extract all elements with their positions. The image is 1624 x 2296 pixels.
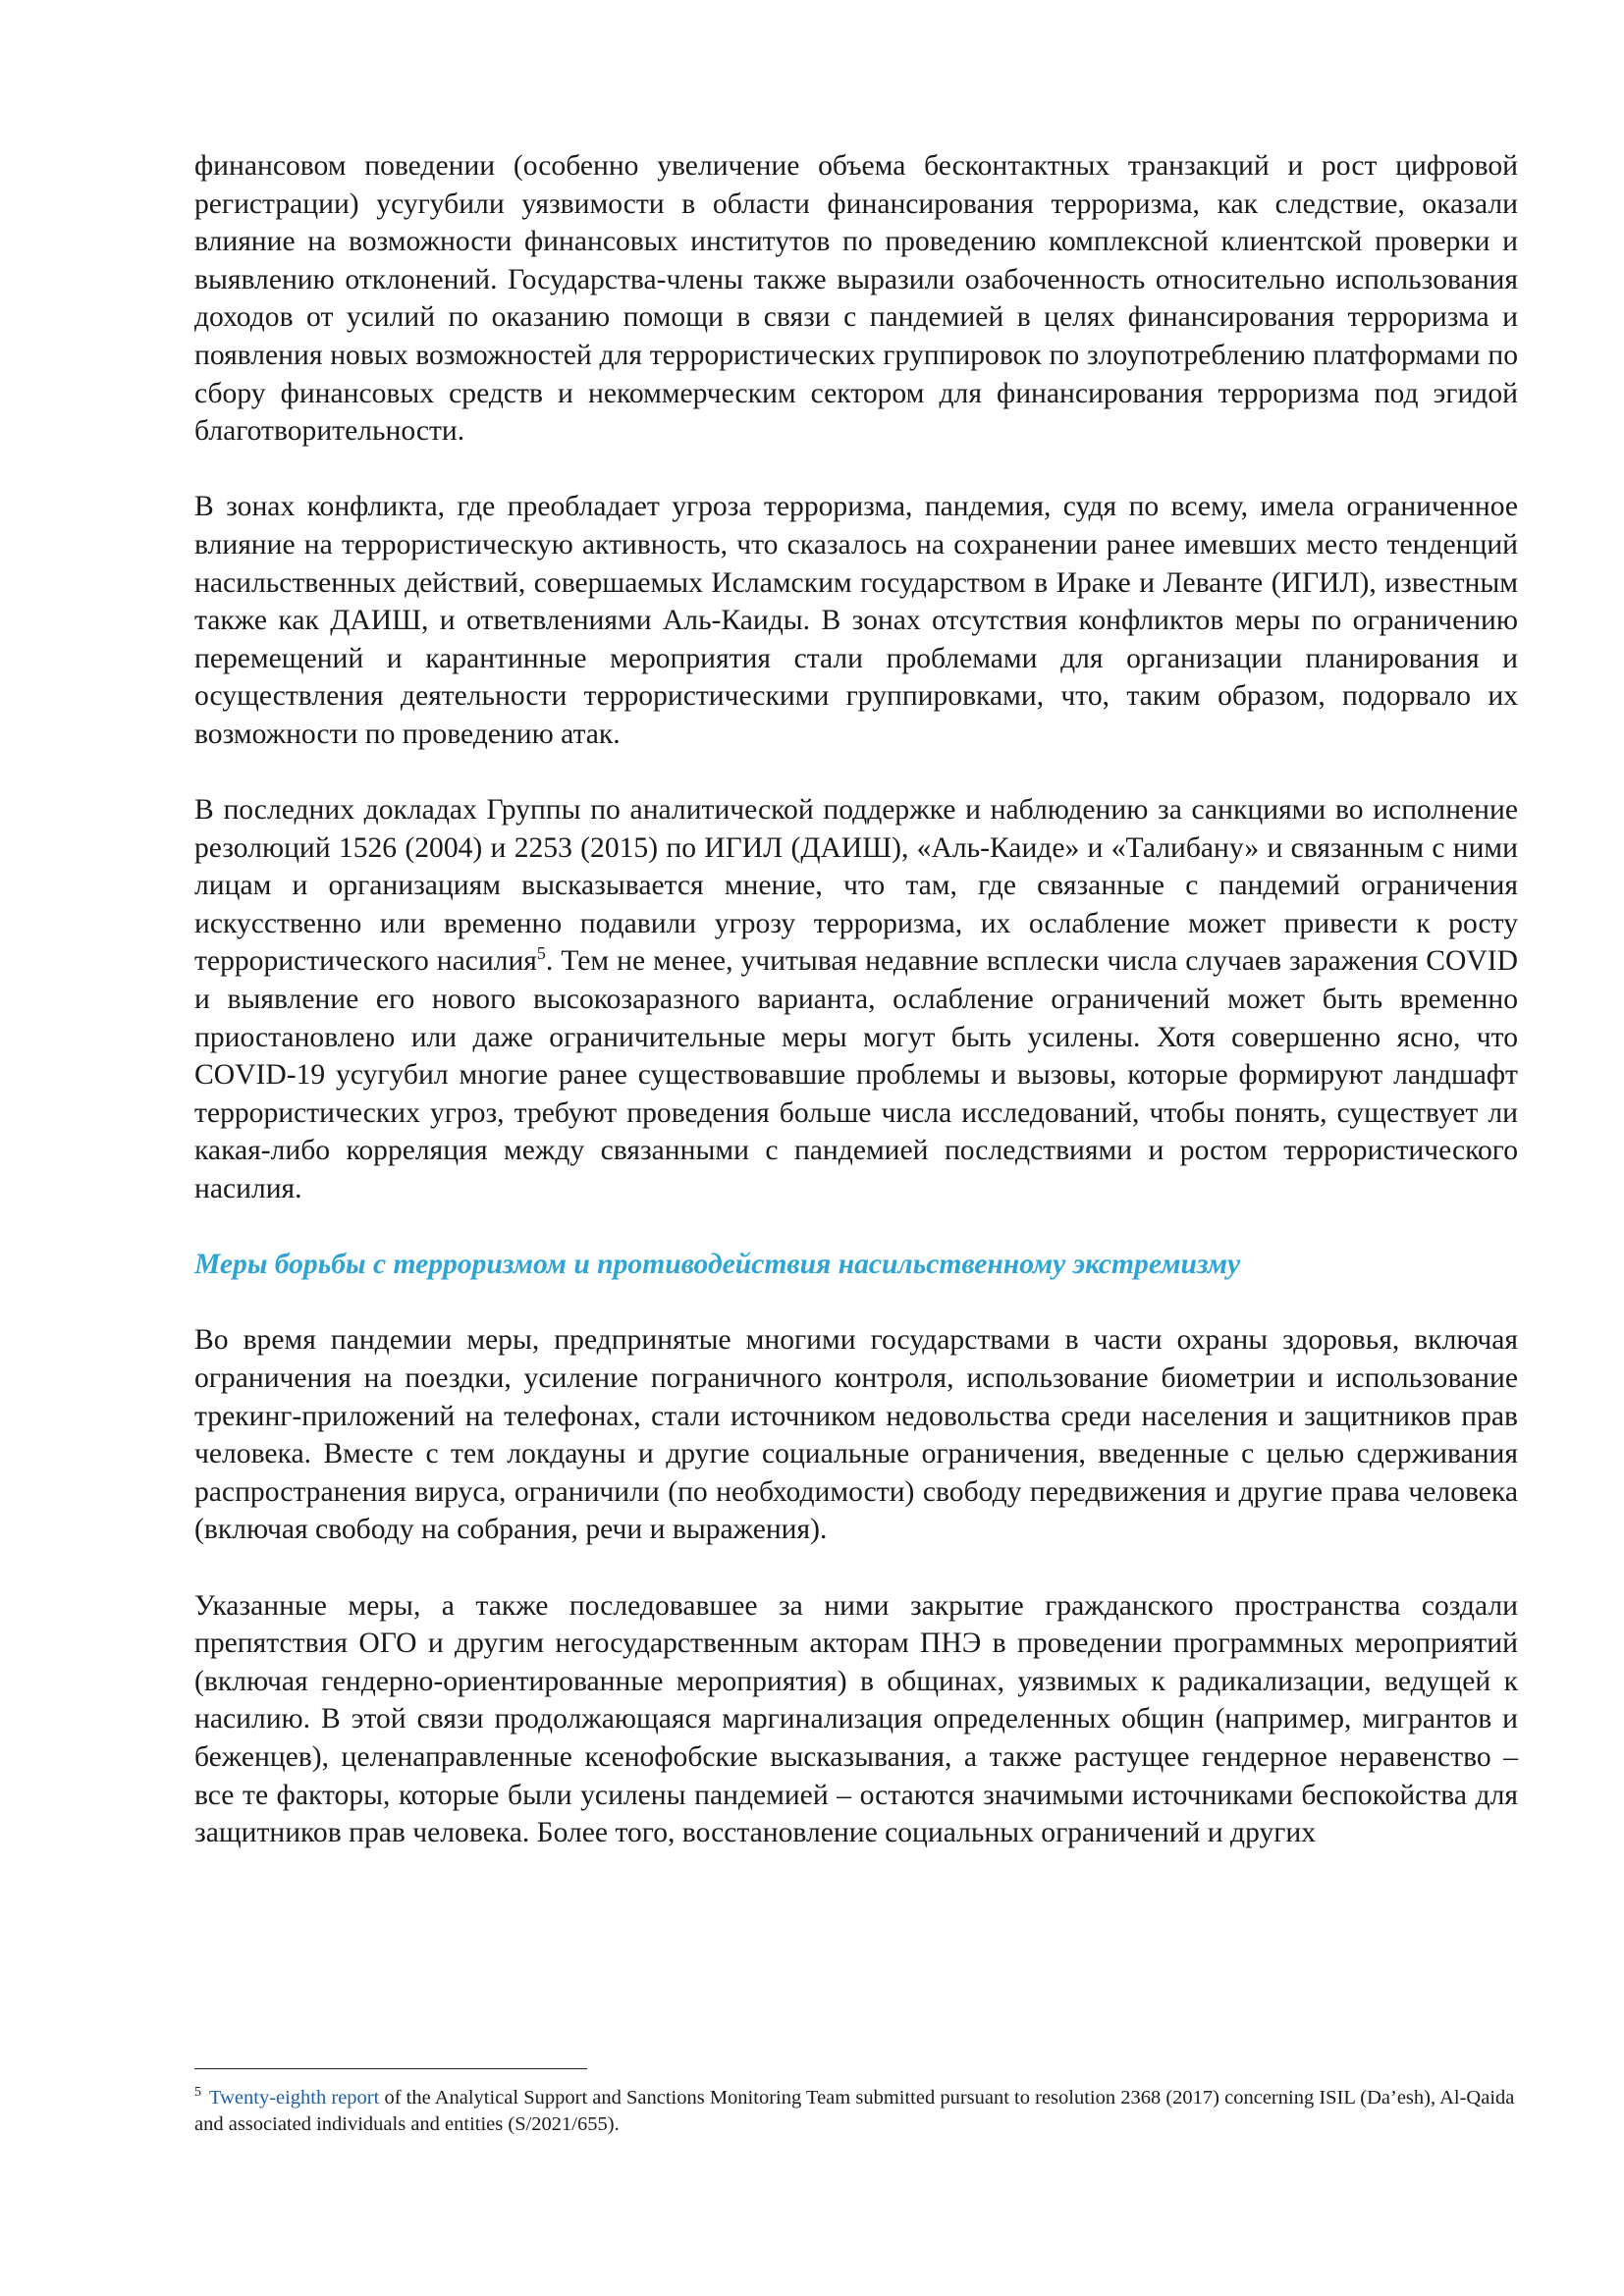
paragraph-conflict-zones: В зонах конфликта, где преобладает угроза терроризма, пандемия, судя по всему, имела ограниченное влияние на террористическую активность, что сказалось на сохранении ранее имевших место тенденций насильственных действий, совершаемых Исламским государством в Ираке и Леванте (ИГИЛ), известным также как ДАИШ, и ответвлениями Аль-Каиды. В зонах отсутствия конфликтов меры по ограничению перемещений и карантинные мероприятия стали проблемами для организации планирования и осуществления деятельности террористическими группировками, что, таким образом, подорвало их возможности по проведению атак. — [194, 491, 1518, 750]
footnote-reference[interactable]: 5 — [536, 943, 546, 964]
footnote-report-link[interactable]: Twenty-eighth report — [209, 2087, 380, 2109]
paragraph-financing-vulnerabilities: финансовом поведении (особенно увеличение объема бесконтактных транзакций и рост цифровой регистрации) усугубили уязвимости в области финансирования терроризма, как следствие, оказали влияние на возможности финансовых институтов по проведению комплексной клиентской проверки и выявлению отклонений. Государства-члены также выразили озабоченность относительно использования доходов от усилий по оказанию помощи в связи с пандемией в целях финансирования терроризма и появления новых возможностей для террористических группировок по злоупотреблению платформами по сбору финансовых средств и некоммерческим сектором для финансирования терроризма под эгидой благотворительности. — [194, 150, 1518, 448]
footnote-text: of the Analytical Support and Sanctions Monitoring Team submitted pursuant to resolution 2368 (2017) concerning ISIL (Da’esh), Al-Qaida and associated individuals and entities (S/2021/655). — [194, 2087, 1515, 2135]
paragraph-monitoring-team-reports — [194, 791, 1518, 1208]
paragraph-text-after-note: . Тем не менее, учитывая недавние всплески числа случаев заражения COVID и выявление его нового высокозаразного варианта, ослабление ограничений может быть временно приостановлено или даже ограничительные меры могут быть усилены. Хотя совершенно ясно, что COVID-19 усугубил многие ранее существовавшие проблемы и вызовы, которые формируют ландшафт террористических угроз, требуют проведения больше числа исследований, чтобы понять, существует ли какая-либо корреляция между связанными с пандемией последствиями и ростом террористического насилия. — [194, 945, 1518, 1205]
section-heading: Меры борьбы с терроризмом и противодействия насильственному экстремизму — [194, 1249, 1241, 1281]
paragraph-civic-space: Указанные меры, а также последовавшее за ними закрытие гражданского пространства создали препятствия ОГО и другим негосударственным акторам ПНЭ в проведении программных мероприятий (включая гендерно-ориентированные мероприятия) в общинах, уязвимых к радикализации, ведущей к насилию. В этой связи продолжающаяся маргинализация определенных общин (например, мигрантов и беженцев), целенаправленные ксенофобские высказывания, а также растущее гендерное неравенство – все те факторы, которые были усилены пандемией – остаются значимыми источниками беспокойства для защитников прав человека. Более того, восстановление социальных ограничений и других — [194, 1589, 1518, 1849]
paragraph-text-before-note: В последних докладах Группы по аналитической поддержке и наблюдению за санкциями во исполнение резолюций 1526 (2004) и 2253 (2015) по ИГИЛ (ДАИШ), «Аль-Каиде» и «Талибану» и связанным с ними лицам и организациям высказывается мнение, что там, где связанные с пандемий ограничения искусственно или временно подавили угрозу терроризма, их ослабление может привести к росту террористического насилия — [194, 794, 1518, 978]
footnote — [194, 2085, 1518, 2138]
footnote-separator — [194, 2068, 587, 2069]
footnote-number: 5 — [194, 2085, 201, 2101]
document-body — [194, 147, 1518, 1890]
paragraph-health-measures: Во время пандемии меры, предпринятые многими государствами в части охраны здоровья, включая ограничения на поездки, усиление пограничного контроля, использование биометрии и использование трекинг-приложений на телефонах, стали источником недовольства среди населения и защитников прав человека. Вместе с тем локдауны и другие социальные ограничения, введенные с целью сдерживания распространения вируса, ограничили (по необходимости) свободу передвижения и другие права человека (включая свободу на собрания, речи и выражения). — [194, 1324, 1518, 1546]
